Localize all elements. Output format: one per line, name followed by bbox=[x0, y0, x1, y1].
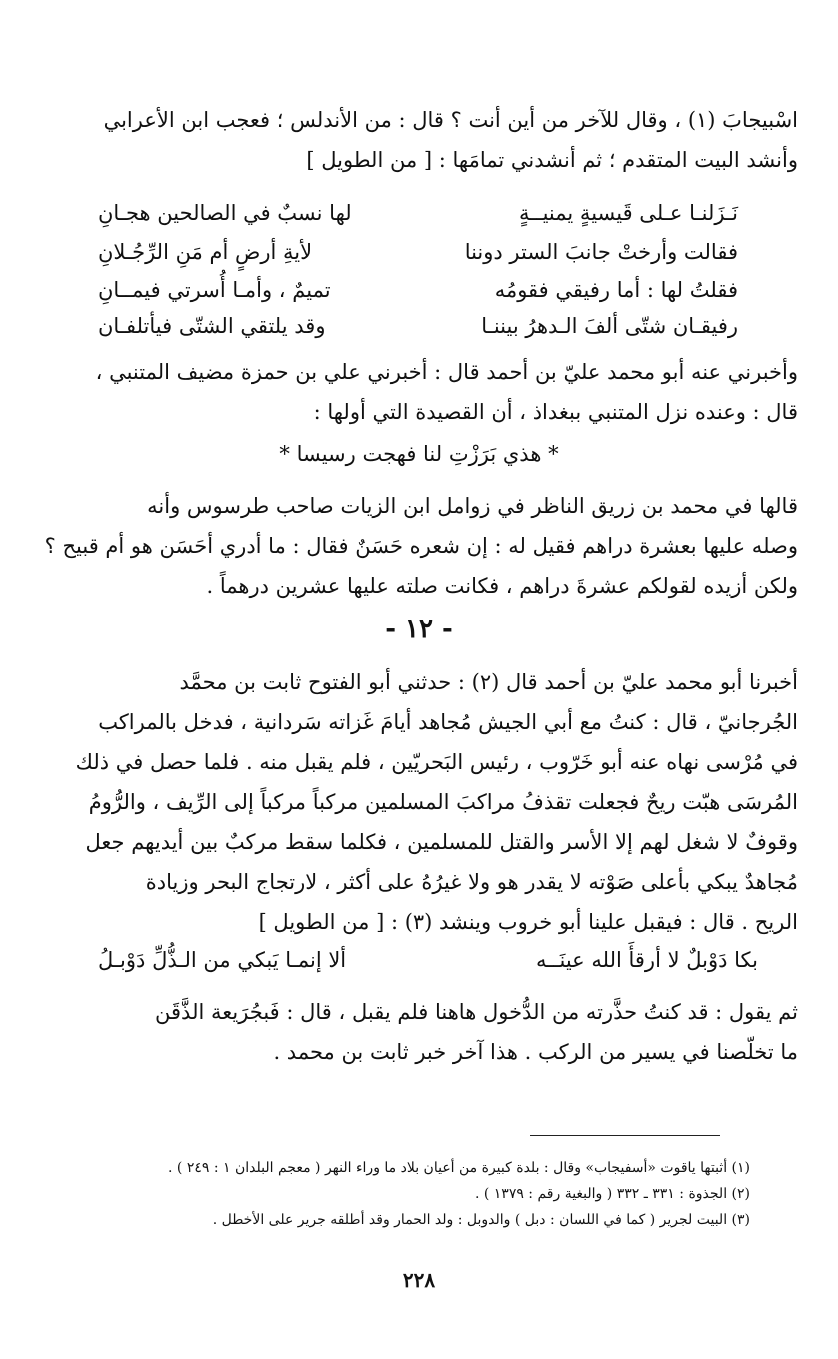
text-line: مُجاهدٌ يبكي بأعلى صَوْته لا يقدر هو ولا غيرُهُ على أكثر ، لارتجاج البحر وزيادة bbox=[145, 870, 798, 894]
text-line: الريح . قال : فيقبل علينا أبو خروب وينشد (٣) : [ من الطويل ] bbox=[258, 910, 798, 934]
text-line: وأنشد البيت المتقدم ؛ ثم أنشدني تمامَها : [ من الطويل ] bbox=[306, 148, 798, 172]
text-line: وصله عليها بعشرة دراهم فقيل له : إن شعره حَسَنٌ فقال : ما أدري أحَسَن هو أم قبيح ؟ bbox=[44, 534, 798, 558]
verse-first-hemistich: بكا دَوْبلٌ لا أرقأَ الله عينَــه bbox=[535, 948, 758, 972]
verse-row bbox=[98, 193, 738, 233]
footnote: (٣) البيت لجرير ( كما في اللسان : دبل ) والدوبل : ولد الحمار وقد أطلقه جرير على الأخطل . bbox=[212, 1212, 750, 1228]
paragraph-4 bbox=[38, 662, 798, 942]
paragraph-3 bbox=[38, 486, 798, 606]
page-number: ٢٢٨ bbox=[402, 1268, 436, 1292]
verse-first-hemistich: فقالت وأرختْ جانبَ الستر دوننا bbox=[464, 240, 738, 264]
text-line: ما تخلّصنا في يسير من الركب . هذا آخر خبر ثابت بن محمد . bbox=[273, 1040, 798, 1064]
verse-first-hemistich: نَـزَلنـا عـلى قَيسيةٍ يمنيــةٍ bbox=[519, 201, 738, 225]
text-line: قال : وعنده نزل المتنبي ببغداذ ، أن القصيدة التي أولها : bbox=[313, 400, 798, 424]
text-line: الجُرجانيّ ، قال : كنتُ مع أبي الجيش مُجاهد أيامَ غَزاته سَردانية ، فدخل بالمراكب bbox=[98, 710, 798, 734]
intro-paragraph bbox=[38, 100, 798, 180]
text-line: وأخبرني عنه أبو محمد عليّ بن أحمد قال : أخبرني علي بن حمزة مضيف المتنبي ، bbox=[95, 360, 798, 384]
text-line: وقوفٌ لا شغل لهم إلا الأسر والقتل للمسلمين ، فكلما سقط مركبٌ بين أيديهم جعل bbox=[85, 830, 798, 854]
text-line: المُرسَى هبّت ريحٌ فجعلت تقذفُ مراكبَ المسلمين مركباً مركباً إلى الرِّيف ، والرُّومُ bbox=[88, 790, 798, 814]
section-number: - ١٢ - bbox=[385, 614, 453, 644]
footnote: (٢) الجذوة : ٣٣١ ـ ٣٣٢ ( والبغية رقم : ١٣٧٩ ) . bbox=[474, 1186, 750, 1202]
verse-row bbox=[98, 940, 758, 980]
verse-row bbox=[98, 232, 738, 272]
verse-row bbox=[98, 270, 738, 310]
verse-second-hemistich: لها نسبٌ في الصالحين هجـانِ bbox=[98, 201, 352, 225]
text-line: اسْبيجابَ (١) ، وقال للآخر من أين أنت ؟ قال : من الأندلس ؛ فعجب ابن الأعرابي bbox=[103, 108, 798, 132]
paragraph-2 bbox=[38, 352, 798, 432]
verse-second-hemistich: لأيةِ أرضٍ أم مَنِ الرِّجُـلانِ bbox=[98, 240, 313, 264]
verse-first-hemistich: فقلتُ لها : أما رفيقي فقومُه bbox=[494, 278, 738, 302]
paragraph-5 bbox=[38, 992, 798, 1072]
verse-row bbox=[98, 306, 738, 346]
text-line: ولكن أزيده لقولكم عشرةَ دراهم ، فكانت صلته عليها عشرين درهماً . bbox=[206, 574, 798, 598]
text-line: قالها في محمد بن زريق الناظر في زوامل ابن الزيات صاحب طرسوس وأنه bbox=[147, 494, 798, 518]
footnote: (١) أثبتها ياقوت «أسفيجاب» وقال : بلدة كبيرة من أعيان بلاد ما وراء النهر ( معجم البلدان ١ : ٢٤٩ ) . bbox=[168, 1160, 750, 1176]
quoted-verse: * هذي بَرَزْتِ لنا فهجت رسيسا * bbox=[279, 442, 559, 466]
verse-second-hemistich: ألا إنمـا يَبكي من الـذُّلِّ دَوْبـلُ bbox=[98, 948, 347, 972]
text-line: أخبرنا أبو محمد عليّ بن أحمد قال (٢) : حدثني أبو الفتوح ثابت بن محمَّد bbox=[179, 670, 798, 694]
verse-second-hemistich: تميمٌ ، وأمـا أُسرتي فيمــانِ bbox=[98, 278, 331, 302]
text-line: ثم يقول : قد كنتُ حذَّرته من الدُّخول هاهنا فلم يقبل ، قال : فَبجُرَيعة الذَّقَن bbox=[155, 1000, 798, 1024]
verse-first-hemistich: رفيقـان شتّى ألفَ الـدهرُ بيننـا bbox=[481, 314, 738, 338]
text-line: في مُرْسى نهاه عنه أبو خَرّوب ، رئيس البَحريّين ، فلم يقبل منه . فلما حصل في ذلك bbox=[75, 750, 798, 774]
footnote-separator bbox=[530, 1135, 720, 1136]
verse-second-hemistich: وقد يلتقي الشتّى فيأتلفـان bbox=[98, 314, 326, 338]
